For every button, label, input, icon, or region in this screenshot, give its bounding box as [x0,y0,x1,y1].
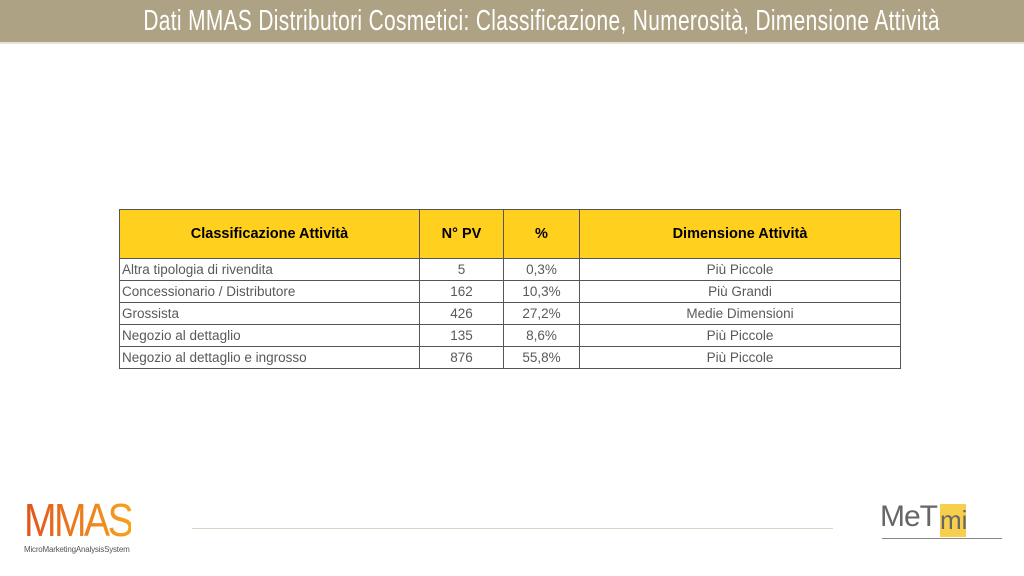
cell-classificazione: Altra tipologia di rivendita [120,259,420,281]
table-row [120,281,901,303]
cell-percent: 0,3% [504,259,580,281]
cell-dimensione: Più Grandi [580,281,901,303]
cell-classificazione: Concessionario / Distributore [120,281,420,303]
cell-dimensione: Più Piccole [580,325,901,347]
cell-dimensione: Medie Dimensioni [580,303,901,325]
cell-classificazione: Negozio al dettaglio e ingrosso [120,347,420,369]
column-header-dimensione: Dimensione Attività [580,210,901,259]
classification-table [119,209,901,369]
cell-npv: 5 [420,259,504,281]
column-header-classificazione: Classificazione Attività [120,210,420,259]
page-title: Dati MMAS Distributori Cosmetici: Classificazione, Numerosità, Dimensione Attività [143,5,940,37]
mmas-logo-text: MMAS [24,494,132,546]
table-header-row [120,210,901,259]
cell-npv: 135 [420,325,504,347]
column-header-percent: % [504,210,580,259]
table-row [120,303,901,325]
cell-dimensione: Più Piccole [580,259,901,281]
table-row [120,347,901,369]
cell-percent: 55,8% [504,347,580,369]
mmas-tagline: MicroMarketingAnalysisSystem [24,545,130,554]
cell-npv: 426 [420,303,504,325]
cell-classificazione: Negozio al dettaglio [120,325,420,347]
column-header-npv: N° PV [420,210,504,259]
cell-dimensione: Più Piccole [580,347,901,369]
footer-divider [192,528,833,529]
cell-percent: 27,2% [504,303,580,325]
metmi-underline [882,538,1002,539]
cell-npv: 876 [420,347,504,369]
table-row [120,325,901,347]
metmi-logo [880,500,1010,545]
title-bar [0,0,1024,44]
cell-percent: 8,6% [504,325,580,347]
metmi-logo-right: mi [940,505,968,535]
metmi-logo-left: MeT [880,500,937,533]
cell-npv: 162 [420,281,504,303]
cell-percent: 10,3% [504,281,580,303]
table-row [120,259,901,281]
cell-classificazione: Grossista [120,303,420,325]
mmas-logo [24,494,150,554]
